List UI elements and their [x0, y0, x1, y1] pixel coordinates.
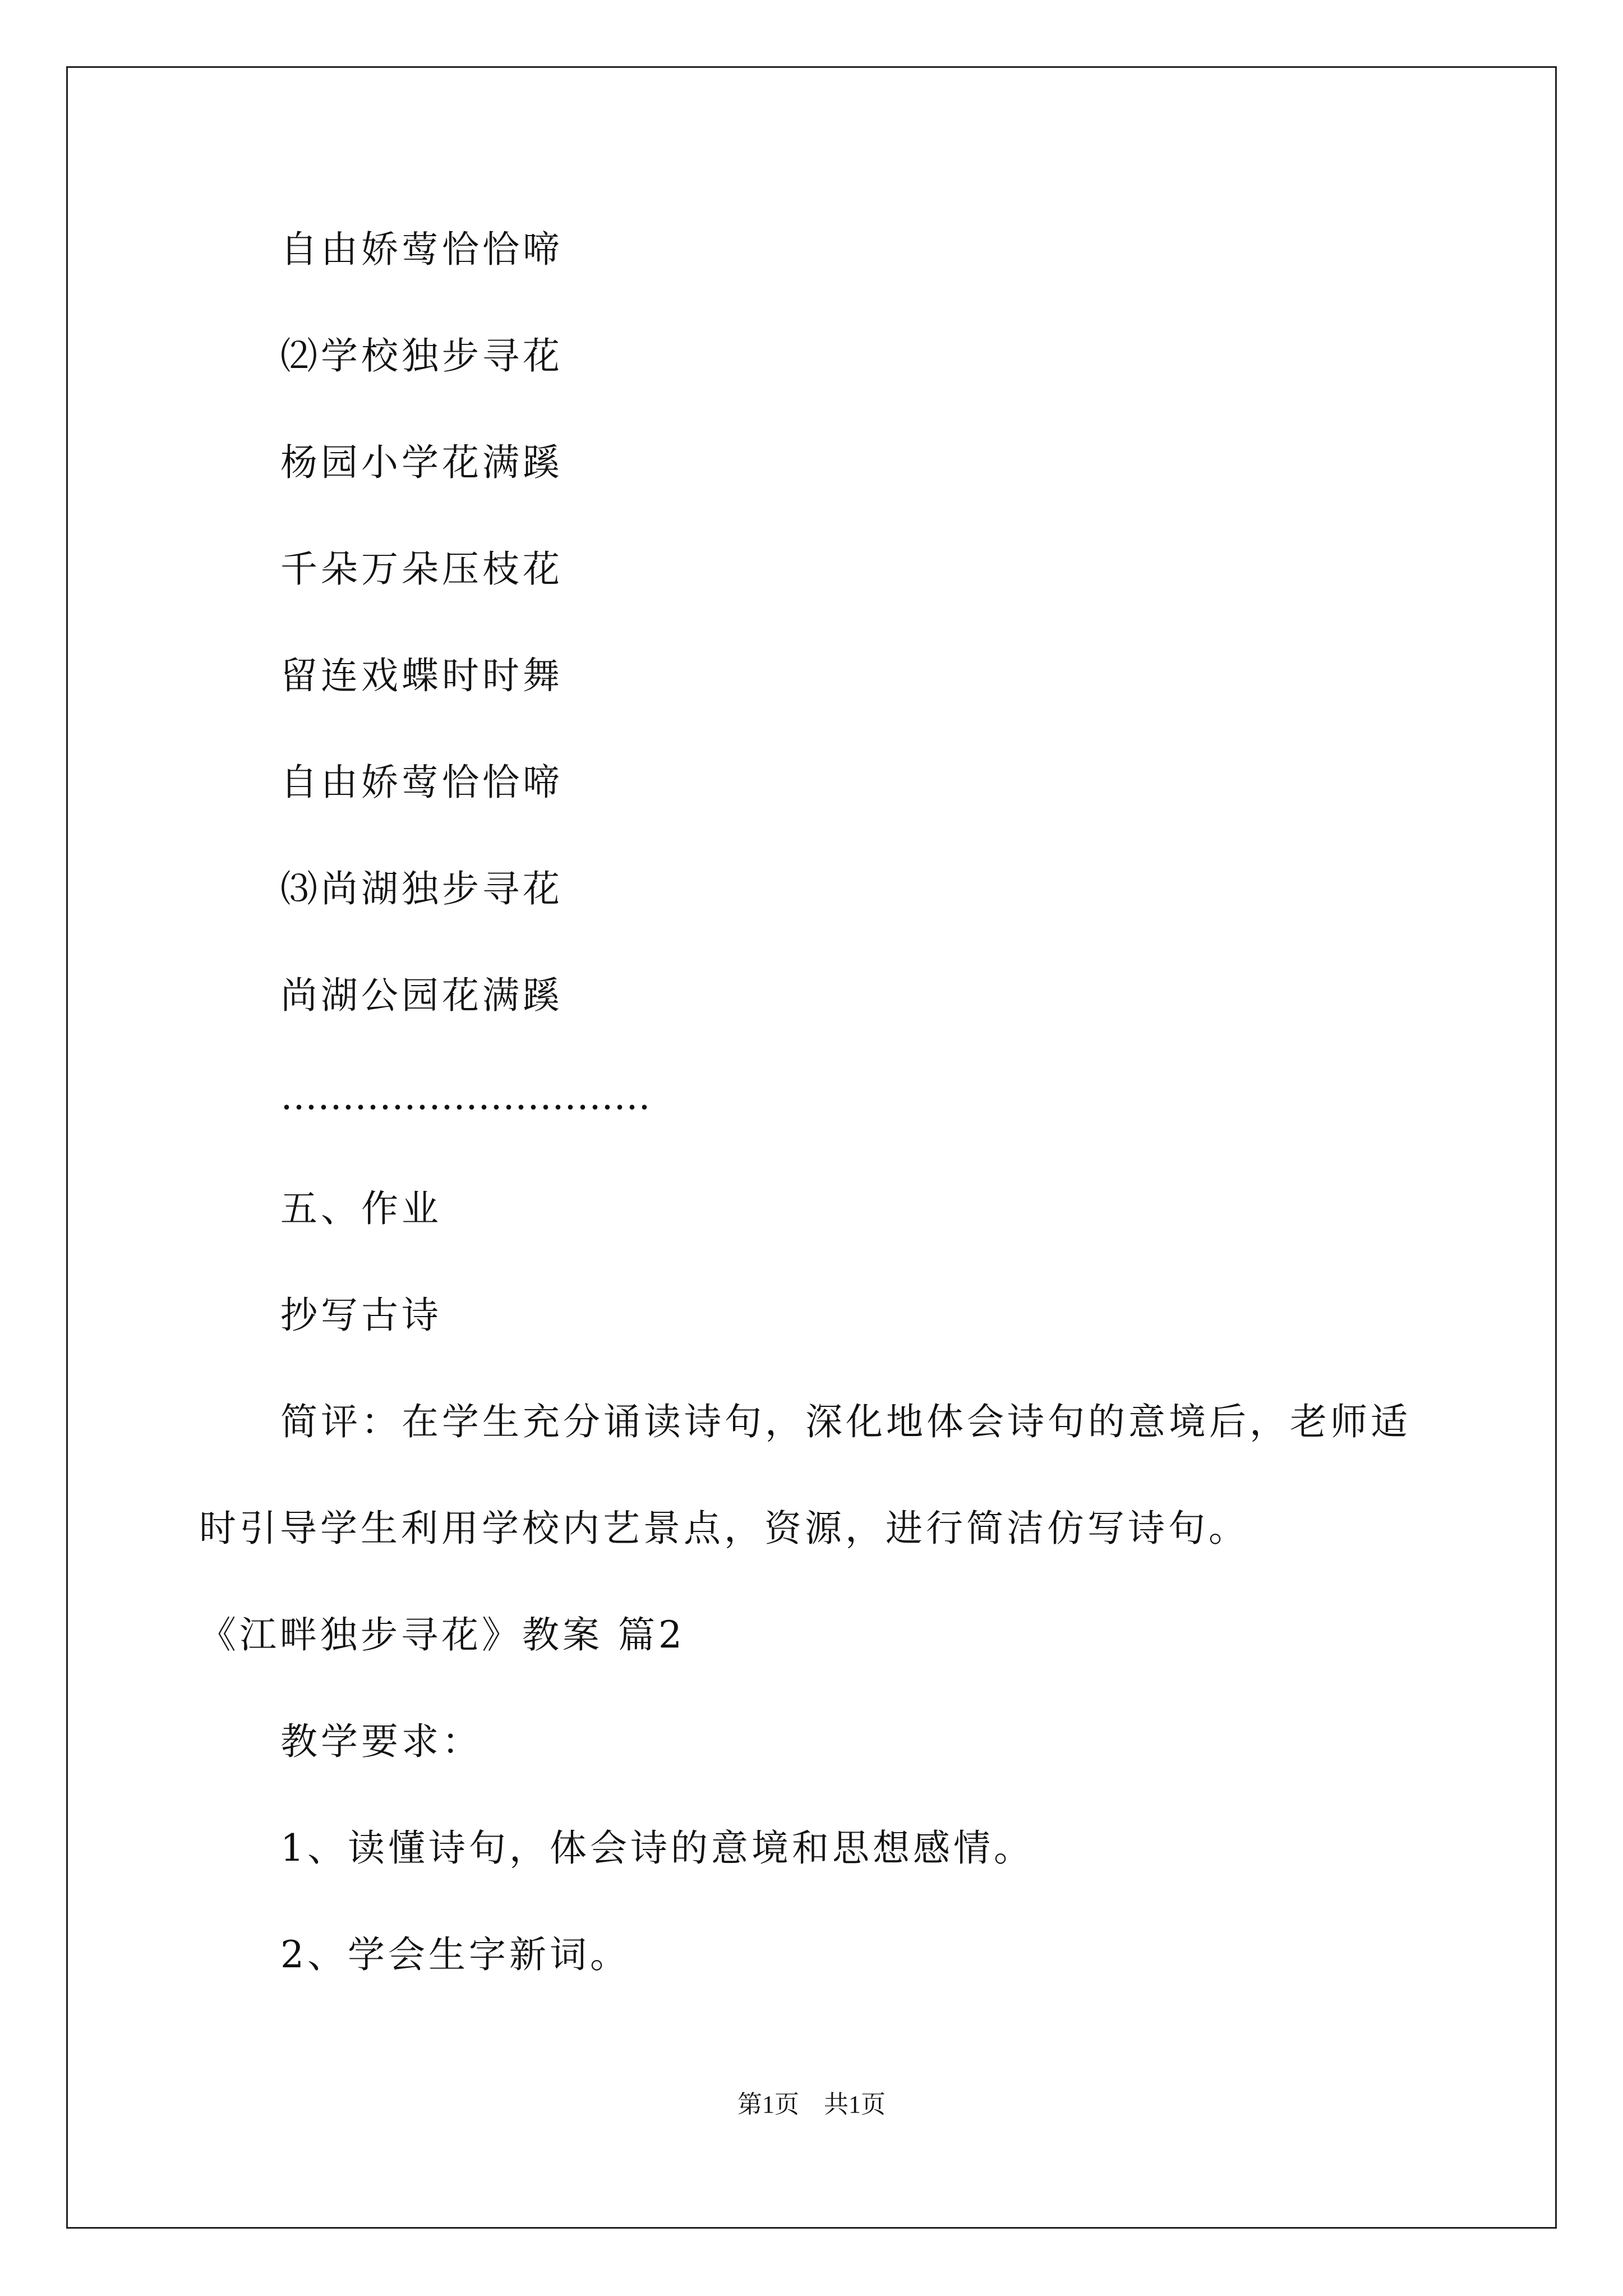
- poem-line-1: 自由娇莺恰恰啼: [280, 228, 563, 271]
- poem-line-3: 千朵万朵压枝花: [280, 547, 563, 591]
- poem-heading-lake: ⑶尚湖独步寻花: [280, 867, 563, 910]
- poem-heading-school: ⑵学校独步寻花: [280, 334, 563, 378]
- page-number-footer: 第1页 共1页: [737, 2091, 886, 2118]
- poem-line-2: 杨园小学花满蹊: [280, 441, 563, 484]
- section-heading-homework: 五、作业: [280, 1187, 442, 1230]
- homework-text: 抄写古诗: [280, 1294, 442, 1337]
- page-frame: [66, 66, 1557, 2229]
- poem-line-6: 尚湖公园花满蹊: [280, 974, 563, 1017]
- comment-paragraph-line-1: 简评：在学生充分诵读诗句，深化地体会诗句的意境后，老师适: [280, 1400, 1411, 1443]
- comment-paragraph-line-2: 时引导学生利用学校内艺景点，资源，进行简洁仿写诗句。: [199, 1507, 1249, 1550]
- poem-line-4: 留连戏蝶时时舞: [280, 654, 563, 697]
- poem-line-5: 自由娇莺恰恰啼: [280, 761, 563, 804]
- ellipsis-line: …………………………: [280, 1075, 651, 1118]
- requirement-item-1: 1、读懂诗句，体会诗的意境和思想感情。: [280, 1826, 1034, 1870]
- lesson-plan-title: 《江畔独步寻花》教案 篇2: [199, 1613, 685, 1657]
- teaching-requirements-heading: 教学要求：: [280, 1720, 482, 1763]
- requirement-item-2: 2、学会生字新词。: [280, 1933, 630, 1976]
